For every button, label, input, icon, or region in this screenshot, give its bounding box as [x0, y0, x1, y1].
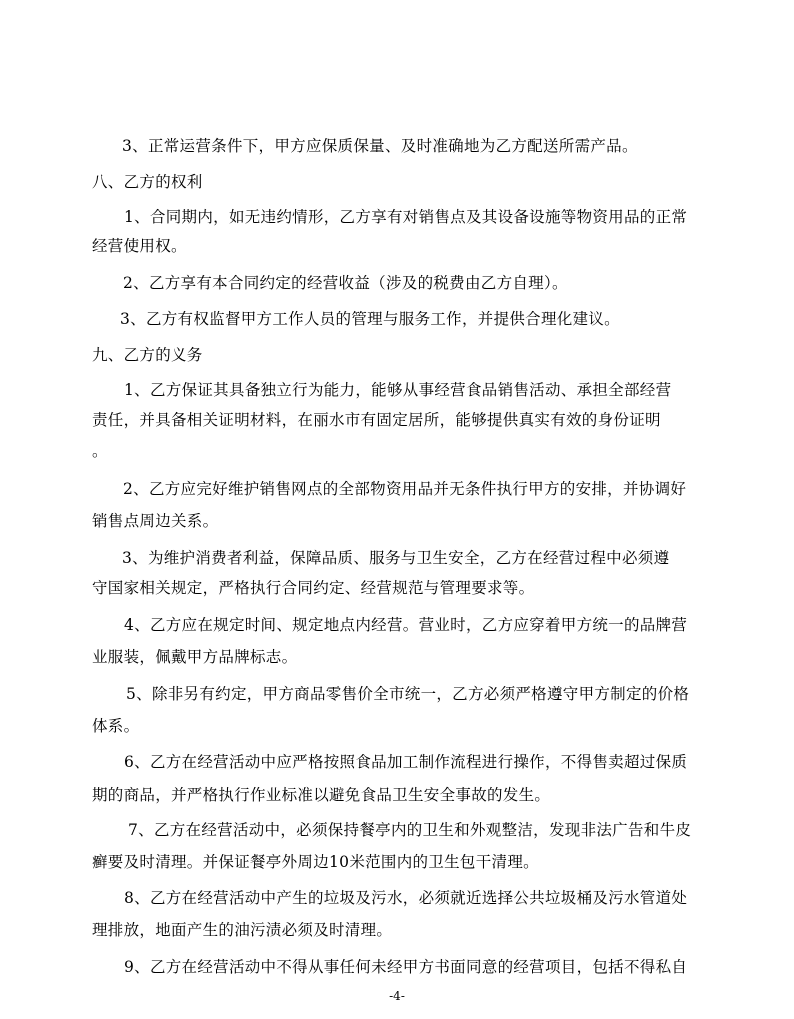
text-line: 3、为维护消费者利益，保障品质、服务与卫生安全，乙方在经营过程中必须遵: [122, 549, 670, 567]
text-line: 理排放，地面产生的油污渍必须及时清理。: [92, 921, 393, 939]
text-line: 4、乙方应在规定时间、规定地点内经营。营业时，乙方应穿着甲方统一的品牌营: [124, 616, 688, 634]
page-number: -4-: [389, 989, 405, 1003]
section-heading: 九、乙方的义务: [92, 346, 203, 364]
text-line: 责任，并具备相关证明材料，在丽水市有固定居所，能够提供真实有效的身份证明: [92, 411, 661, 429]
text-line: 1、合同期内，如无违约情形，乙方享有对销售点及其设备设施等物资用品的正常: [124, 208, 688, 226]
section-heading: 八、乙方的权利: [92, 173, 203, 191]
text-line: 7、乙方在经营活动中，必须保持餐亭内的卫生和外观整洁，发现非法广告和牛皮: [128, 821, 692, 839]
text-line: 体系。: [92, 717, 140, 735]
text-line: 8、乙方在经营活动中产生的垃圾及污水，必须就近选择公共垃圾桶及污水管道处: [124, 889, 688, 907]
text-line: 期的商品，并严格执行作业标准以避免食品卫生安全事故的发生。: [92, 786, 551, 804]
text-line: 9、乙方在经营活动中不得从事任何未经甲方书面同意的经营项目，包括不得私自: [124, 958, 688, 976]
text-line: 守国家相关规定，严格执行合同约定、经营规范与管理要求等。: [92, 579, 535, 597]
text-line: 2、乙方应完好维护销售网点的全部物资用品并无条件执行甲方的安排，并协调好: [123, 480, 687, 498]
text-line: 3、正常运营条件下，甲方应保质保量、及时准确地为乙方配送所需产品。: [122, 137, 638, 155]
text-line: 6、乙方在经营活动中应严格按照食品加工制作流程进行操作，不得售卖超过保质: [124, 753, 688, 771]
text-line: 3、乙方有权监督甲方工作人员的管理与服务工作，并提供合理化建议。: [120, 310, 620, 328]
text-line: 经营使用权。: [92, 237, 187, 255]
text-line: 业服装，佩戴甲方品牌标志。: [92, 648, 298, 666]
text-line: 销售点周边关系。: [92, 512, 219, 530]
text-line: 2、乙方享有本合同约定的经营收益（涉及的税费由乙方自理）。: [123, 274, 568, 292]
text-line: 1、乙方保证其具备独立行为能力，能够从事经营食品销售活动、承担全部经营: [124, 381, 672, 399]
text-line: 5、除非另有约定，甲方商品零售价全市统一，乙方必须严格遵守甲方制定的价格: [126, 685, 690, 703]
text-line: 癣要及时清理。并保证餐亭外周边10米范围内的卫生包干清理。: [92, 853, 539, 871]
text-line: 。: [92, 442, 108, 460]
